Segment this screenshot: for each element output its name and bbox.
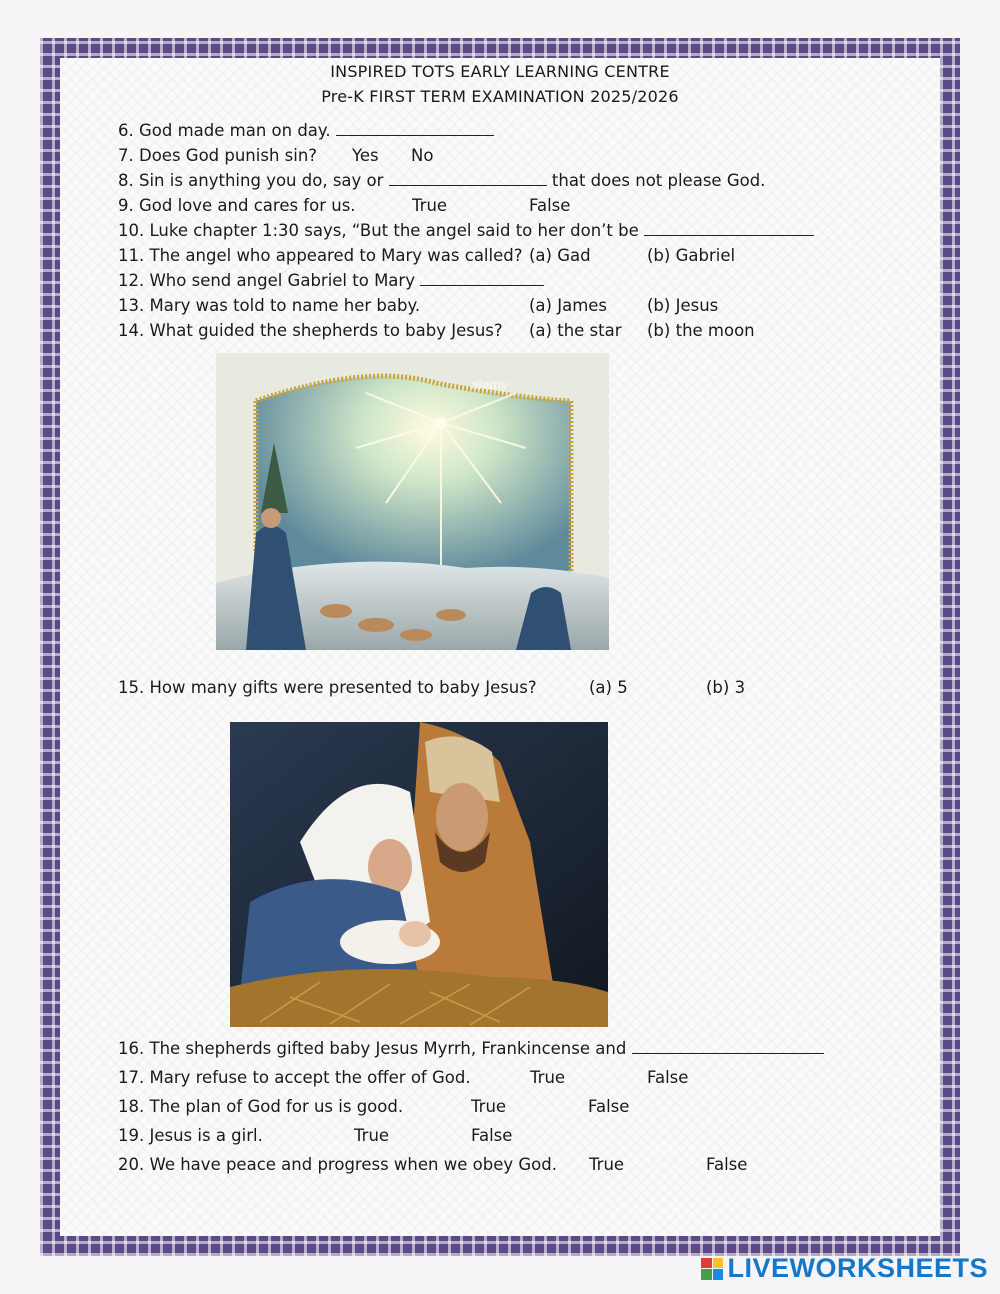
question-18-text: 18. The plan of God for us is good. bbox=[118, 1097, 404, 1116]
watermark-text: alamy bbox=[471, 377, 508, 392]
question-13-option-b[interactable]: (b) Jesus bbox=[647, 296, 719, 315]
question-6-text: 6. God made man on day. bbox=[118, 121, 331, 140]
question-15-option-b[interactable]: (b) 3 bbox=[706, 678, 746, 697]
star-shepherds-image bbox=[216, 353, 609, 650]
question-14-option-a[interactable]: (a) the star bbox=[529, 321, 622, 340]
question-10 bbox=[118, 221, 814, 241]
liveworksheets-brand: LIVEWORKSHEETS bbox=[727, 1253, 988, 1283]
question-14-text: 14. What guided the shepherds to baby Jesus? bbox=[118, 321, 503, 340]
answer-blank-6[interactable] bbox=[336, 121, 494, 136]
school-name: INSPIRED TOTS EARLY LEARNING CENTRE bbox=[330, 62, 670, 81]
question-19-option-false[interactable]: False bbox=[471, 1126, 513, 1145]
question-9-text: 9. God love and cares for us. bbox=[118, 196, 356, 215]
question-19-text: 19. Jesus is a girl. bbox=[118, 1126, 263, 1145]
exam-title: Pre-K FIRST TERM EXAMINATION 2025/2026 bbox=[321, 87, 679, 106]
answer-blank-8[interactable] bbox=[389, 171, 547, 186]
question-8-text: 8. Sin is anything you do, say or bbox=[118, 171, 384, 190]
question-19-option-true[interactable]: True bbox=[354, 1126, 390, 1145]
question-20-option-false[interactable]: False bbox=[706, 1155, 748, 1174]
question-8 bbox=[118, 171, 765, 191]
question-18-option-false[interactable]: False bbox=[588, 1097, 630, 1116]
question-16-text: 16. The shepherds gifted baby Jesus Myrrh, Frankincense and bbox=[118, 1039, 627, 1058]
question-12 bbox=[118, 271, 544, 291]
question-16 bbox=[118, 1039, 824, 1059]
liveworksheets-logo[interactable] bbox=[701, 1253, 988, 1284]
nativity-image bbox=[230, 722, 608, 1027]
question-7-option-yes[interactable]: Yes bbox=[352, 146, 379, 165]
question-11-option-a[interactable]: (a) Gad bbox=[529, 246, 591, 265]
question-15-option-a[interactable]: (a) 5 bbox=[589, 678, 628, 697]
question-8-text-end: that does not please God. bbox=[551, 171, 766, 190]
question-7-text: 7. Does God punish sin? bbox=[118, 146, 318, 165]
question-9-option-true[interactable]: True bbox=[412, 196, 448, 215]
question-12-text: 12. Who send angel Gabriel to Mary bbox=[118, 271, 415, 290]
question-10-text: 10. Luke chapter 1:30 says, “But the angel said to her don’t be bbox=[118, 221, 639, 240]
question-9-option-false[interactable]: False bbox=[529, 196, 571, 215]
question-17-text: 17. Mary refuse to accept the offer of God. bbox=[118, 1068, 471, 1087]
question-17-option-false[interactable]: False bbox=[647, 1068, 689, 1087]
question-20-text: 20. We have peace and progress when we obey God. bbox=[118, 1155, 557, 1174]
answer-blank-12[interactable] bbox=[420, 271, 544, 286]
question-15-text: 15. How many gifts were presented to baby Jesus? bbox=[118, 678, 537, 697]
question-13-text: 13. Mary was told to name her baby. bbox=[118, 296, 421, 315]
question-18-option-true[interactable]: True bbox=[471, 1097, 507, 1116]
question-11-option-b[interactable]: (b) Gabriel bbox=[647, 246, 736, 265]
question-13-option-a[interactable]: (a) James bbox=[529, 296, 608, 315]
question-11-text: 11. The angel who appeared to Mary was called? bbox=[118, 246, 523, 265]
answer-blank-10[interactable] bbox=[644, 221, 814, 236]
question-20-option-true[interactable]: True bbox=[589, 1155, 625, 1174]
question-6 bbox=[118, 121, 494, 141]
question-14-option-b[interactable]: (b) the moon bbox=[647, 321, 755, 340]
question-7-option-no[interactable]: No bbox=[411, 146, 434, 165]
answer-blank-16[interactable] bbox=[632, 1039, 824, 1054]
question-17-option-true[interactable]: True bbox=[530, 1068, 566, 1087]
liveworksheets-icon bbox=[701, 1258, 723, 1280]
